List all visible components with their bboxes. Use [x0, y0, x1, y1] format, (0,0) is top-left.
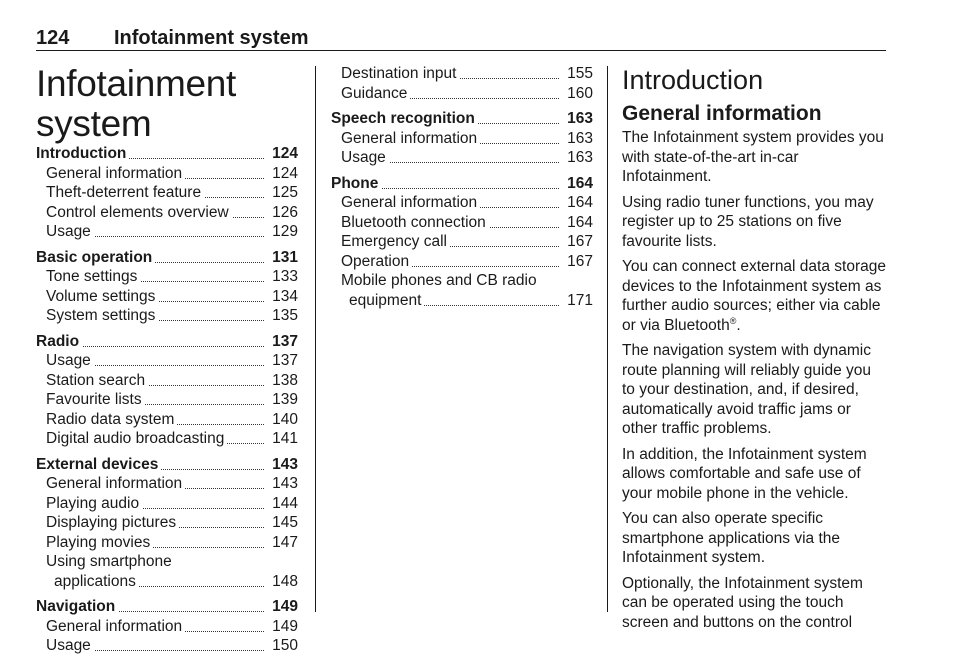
- toc-entry-page: 167: [564, 232, 593, 252]
- toc-entry-label: Station search: [36, 371, 148, 391]
- toc-entry[interactable]: [36, 332, 298, 352]
- toc-entry[interactable]: [331, 174, 593, 194]
- toc-column-2: [331, 64, 593, 310]
- toc-entry-label: Displaying pictures: [36, 513, 179, 533]
- toc-entry-label: Using smartphone: [36, 552, 175, 572]
- toc-entry-label: Phone: [331, 174, 381, 194]
- toc-entry[interactable]: [36, 597, 298, 617]
- toc-entry-page: 164: [564, 193, 593, 213]
- toc-entry-page: 131: [269, 248, 298, 268]
- toc-entry[interactable]: [36, 636, 298, 656]
- paragraph: You can also operate specific smartphone applications via the Infotainment system.: [622, 510, 840, 566]
- toc-entry[interactable]: [36, 513, 298, 533]
- toc-entry-label: Radio: [36, 332, 82, 352]
- page-number: 124: [36, 27, 70, 49]
- table-of-contents-continued: [331, 64, 593, 310]
- toc-entry[interactable]: [331, 109, 593, 129]
- registered-mark: ®: [729, 315, 737, 326]
- paragraph-text: You can connect external data storage devices to the Infotainment system as further audio sources; either via cable or via Bluetooth: [622, 258, 886, 334]
- toc-entry-label: Usage: [331, 148, 389, 168]
- toc-entry-label: Playing audio: [36, 494, 142, 514]
- toc-entry[interactable]: [36, 552, 298, 572]
- toc-entry-page: 140: [269, 410, 298, 430]
- toc-entry-page: 135: [269, 306, 298, 326]
- toc-entry-label: General information: [331, 193, 480, 213]
- toc-entry-label: Control elements overview: [36, 203, 232, 223]
- toc-entry-page: 147: [269, 533, 298, 553]
- toc-entry[interactable]: [36, 429, 298, 449]
- toc-entry-label: General information: [331, 129, 480, 149]
- toc-entry-label: Mobile phones and CB radio: [331, 271, 540, 291]
- toc-entry[interactable]: [331, 148, 593, 168]
- toc-entry[interactable]: [36, 144, 298, 164]
- toc-entry-label: Bluetooth connection: [331, 213, 489, 233]
- toc-entry-label: Speech recognition: [331, 109, 478, 129]
- toc-entry[interactable]: [36, 572, 298, 592]
- introduction-column: [622, 64, 886, 638]
- toc-entry-label: Digital audio broadcasting: [36, 429, 227, 449]
- toc-entry-label: Usage: [36, 222, 94, 242]
- toc-entry-label: Usage: [36, 636, 94, 656]
- toc-entry-page: 149: [269, 597, 298, 617]
- paragraph-period: .: [736, 316, 741, 334]
- toc-entry-page: 124: [269, 164, 298, 184]
- toc-entry-page: 134: [269, 287, 298, 307]
- paragraph: Using radio tuner functions, you may register up to 25 stations on five favourite lists.: [622, 193, 874, 250]
- toc-entry-page: 125: [269, 183, 298, 203]
- general-information-heading: General information: [622, 102, 822, 125]
- toc-entry-page: 163: [564, 129, 593, 149]
- paragraph: The navigation system with dynamic route planning will reliably guide you to your destination, and, if desired, automatically avoid traffic jams or other traffic problems.: [622, 342, 872, 437]
- chapter-title: Infotainment system: [36, 63, 237, 144]
- paragraph: In addition, the Infotainment system allows comfortable and safe use of your mobile phone in the vehicle.: [622, 445, 867, 502]
- toc-entry[interactable]: [36, 494, 298, 514]
- toc-entry[interactable]: [36, 203, 298, 223]
- toc-entry-label: Navigation: [36, 597, 118, 617]
- toc-entry[interactable]: [36, 390, 298, 410]
- toc-entry-label: Tone settings: [36, 267, 140, 287]
- toc-entry-label: System settings: [36, 306, 158, 326]
- toc-entry-label: Emergency call: [331, 232, 450, 252]
- toc-entry[interactable]: [36, 351, 298, 371]
- toc-entry[interactable]: [36, 267, 298, 287]
- toc-entry-label: General information: [36, 164, 185, 184]
- toc-entry[interactable]: [331, 84, 593, 104]
- toc-entry-page: 163: [564, 148, 593, 168]
- toc-entry[interactable]: [331, 213, 593, 233]
- column-divider: [315, 66, 316, 612]
- toc-entry[interactable]: [36, 617, 298, 637]
- toc-entry-page: 137: [269, 332, 298, 352]
- header-section-title: Infotainment system: [114, 27, 309, 49]
- toc-entry-page: 143: [269, 474, 298, 494]
- toc-entry-label: Playing movies: [36, 533, 153, 553]
- toc-entry[interactable]: [331, 271, 593, 291]
- toc-entry[interactable]: [331, 232, 593, 252]
- table-of-contents: [36, 144, 298, 656]
- toc-entry-label: Favourite lists: [36, 390, 145, 410]
- toc-entry[interactable]: [36, 455, 298, 475]
- toc-entry-label: Theft-deterrent feature: [36, 183, 204, 203]
- toc-entry[interactable]: [36, 474, 298, 494]
- toc-entry[interactable]: [36, 248, 298, 268]
- toc-entry-label: Introduction: [36, 144, 129, 164]
- toc-entry-page: 138: [269, 371, 298, 391]
- toc-entry-page: 137: [269, 351, 298, 371]
- toc-entry[interactable]: [36, 287, 298, 307]
- paragraph: Optionally, the Infotainment system can be operated using the touch screen and buttons on the control: [622, 574, 863, 631]
- toc-entry[interactable]: [36, 371, 298, 391]
- toc-entry-page: 171: [564, 291, 593, 311]
- toc-entry-label: Operation: [331, 252, 412, 272]
- column-divider: [607, 66, 608, 612]
- toc-entry-page: 150: [269, 636, 298, 656]
- toc-entry-label: General information: [36, 617, 185, 637]
- toc-entry-label: General information: [36, 474, 185, 494]
- toc-entry[interactable]: [36, 183, 298, 203]
- toc-entry-page: 167: [564, 252, 593, 272]
- toc-entry-label: Guidance: [331, 84, 410, 104]
- toc-entry-page: 149: [269, 617, 298, 637]
- toc-column-1: [36, 64, 298, 656]
- toc-entry-page: 145: [269, 513, 298, 533]
- toc-entry-label: Basic operation: [36, 248, 155, 268]
- toc-entry-page: 144: [269, 494, 298, 514]
- toc-entry-page: 141: [269, 429, 298, 449]
- toc-entry-label: applications: [36, 572, 139, 592]
- toc-entry-label: External devices: [36, 455, 161, 475]
- paragraph: [622, 257, 886, 335]
- toc-entry-page: 133: [269, 267, 298, 287]
- toc-entry-page: 164: [564, 213, 593, 233]
- paragraph: The Infotainment system provides you with state-of-the-art in-car Infotainment.: [622, 129, 884, 185]
- toc-entry-label: Usage: [36, 351, 94, 371]
- toc-entry[interactable]: [36, 306, 298, 326]
- toc-entry-label: Volume settings: [36, 287, 158, 307]
- toc-entry-label: Radio data system: [36, 410, 177, 430]
- introduction-heading: Introduction: [622, 65, 764, 95]
- toc-entry[interactable]: [331, 64, 593, 84]
- toc-entry-page: 129: [269, 222, 298, 242]
- toc-entry-page: 139: [269, 390, 298, 410]
- toc-entry-page: 148: [269, 572, 298, 592]
- toc-entry-page: 124: [269, 144, 298, 164]
- toc-entry[interactable]: [36, 222, 298, 242]
- toc-entry[interactable]: [331, 129, 593, 149]
- toc-entry[interactable]: [36, 533, 298, 553]
- toc-entry-page: 164: [564, 174, 593, 194]
- toc-entry-page: 126: [269, 203, 298, 223]
- toc-entry[interactable]: [36, 164, 298, 184]
- toc-entry-label: equipment: [331, 291, 424, 311]
- toc-entry[interactable]: [331, 193, 593, 213]
- toc-entry-page: 143: [269, 455, 298, 475]
- toc-entry[interactable]: [331, 291, 593, 311]
- toc-entry-label: Destination input: [331, 64, 459, 84]
- toc-entry[interactable]: [331, 252, 593, 272]
- toc-entry[interactable]: [36, 410, 298, 430]
- toc-entry-page: 155: [564, 64, 593, 84]
- toc-entry-page: 163: [564, 109, 593, 129]
- toc-entry-page: 160: [564, 84, 593, 104]
- page-header: [36, 26, 886, 51]
